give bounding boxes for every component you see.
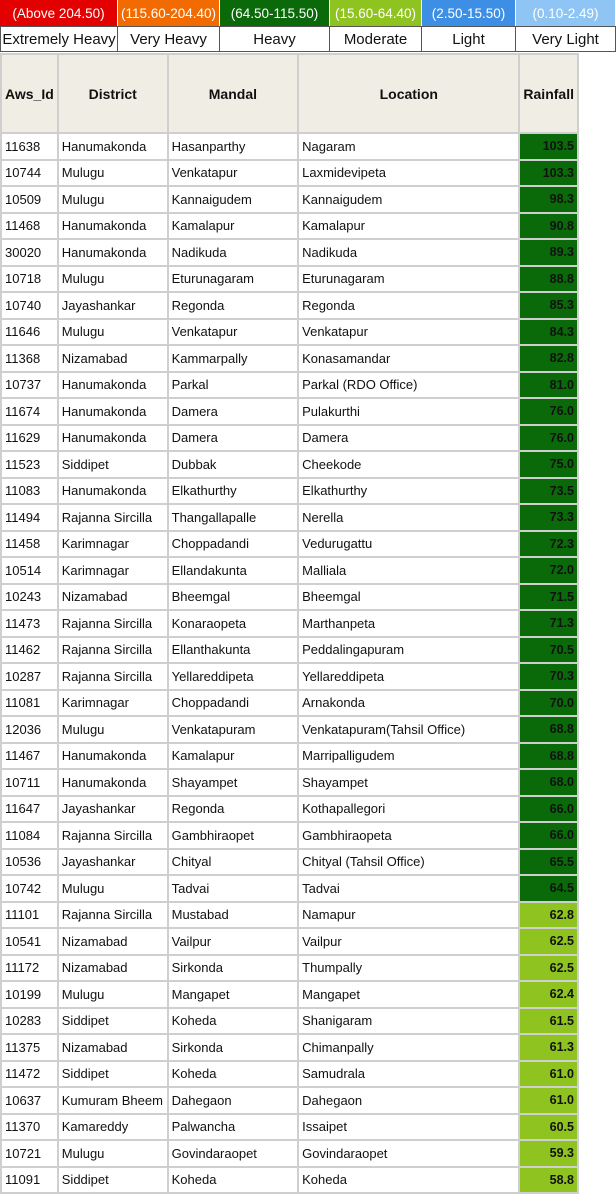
cell-rainfall: 71.3	[519, 610, 578, 637]
table-row	[1, 875, 578, 902]
cell-district: Siddipet	[58, 1008, 168, 1035]
cell-district: Siddipet	[58, 1061, 168, 1088]
cell-location: Eturunagaram	[298, 266, 519, 293]
cell-aws-id: 10536	[1, 849, 58, 876]
cell-district: Mulugu	[58, 1140, 168, 1167]
cell-location: Parkal (RDO Office)	[298, 372, 519, 399]
cell-location: Damera	[298, 425, 519, 452]
table-row	[1, 637, 578, 664]
cell-district: Karimnagar	[58, 690, 168, 717]
cell-mandal: Bheemgal	[168, 584, 299, 611]
cell-district: Nizamabad	[58, 584, 168, 611]
cell-district: Nizamabad	[58, 345, 168, 372]
cell-rainfall: 81.0	[519, 372, 578, 399]
header-aws-id: Aws_Id	[1, 54, 58, 133]
cell-rainfall: 89.3	[519, 239, 578, 266]
table-row	[1, 504, 578, 531]
cell-district: Kamareddy	[58, 1114, 168, 1141]
cell-aws-id: 10737	[1, 372, 58, 399]
cell-district: Hanumakonda	[58, 372, 168, 399]
cell-district: Mulugu	[58, 716, 168, 743]
cell-rainfall: 98.3	[519, 186, 578, 213]
cell-mandal: Damera	[168, 425, 299, 452]
cell-aws-id: 11638	[1, 133, 58, 160]
cell-aws-id: 11629	[1, 425, 58, 452]
cell-rainfall: 82.8	[519, 345, 578, 372]
cell-aws-id: 10711	[1, 769, 58, 796]
cell-location: Kannaigudem	[298, 186, 519, 213]
table-row	[1, 531, 578, 558]
legend-range-very-light: (0.10-2.49)	[516, 0, 616, 26]
cell-district: Karimnagar	[58, 531, 168, 558]
cell-mandal: Venkatapur	[168, 160, 299, 187]
cell-rainfall: 62.8	[519, 902, 578, 929]
cell-location: Nerella	[298, 504, 519, 531]
rainfall-legend	[0, 0, 599, 53]
table-row	[1, 796, 578, 823]
table-row	[1, 239, 578, 266]
cell-district: Rajanna Sircilla	[58, 504, 168, 531]
cell-mandal: Chityal	[168, 849, 299, 876]
cell-mandal: Thangallapalle	[168, 504, 299, 531]
cell-rainfall: 73.3	[519, 504, 578, 531]
cell-aws-id: 10740	[1, 292, 58, 319]
cell-district: Siddipet	[58, 1167, 168, 1194]
cell-location: Namapur	[298, 902, 519, 929]
cell-district: Nizamabad	[58, 1034, 168, 1061]
legend-range-row	[0, 0, 599, 26]
cell-aws-id: 10514	[1, 557, 58, 584]
legend-label-moderate: Moderate	[330, 26, 422, 52]
cell-location: Pulakurthi	[298, 398, 519, 425]
table-row	[1, 902, 578, 929]
cell-district: Kumuram Bheem	[58, 1087, 168, 1114]
table-row	[1, 743, 578, 770]
cell-rainfall: 61.0	[519, 1061, 578, 1088]
cell-district: Rajanna Sircilla	[58, 610, 168, 637]
cell-rainfall: 70.3	[519, 663, 578, 690]
table-row	[1, 716, 578, 743]
header-rainfall: Rainfall	[519, 54, 578, 133]
cell-mandal: Koheda	[168, 1167, 299, 1194]
table-row	[1, 478, 578, 505]
cell-aws-id: 11370	[1, 1114, 58, 1141]
cell-mandal: Regonda	[168, 292, 299, 319]
cell-location: Mangapet	[298, 981, 519, 1008]
cell-aws-id: 11368	[1, 345, 58, 372]
cell-aws-id: 11473	[1, 610, 58, 637]
cell-rainfall: 61.0	[519, 1087, 578, 1114]
cell-mandal: Parkal	[168, 372, 299, 399]
cell-rainfall: 88.8	[519, 266, 578, 293]
cell-rainfall: 68.8	[519, 716, 578, 743]
legend-range-very-heavy: (115.60-204.40)	[118, 0, 220, 26]
cell-mandal: Tadvai	[168, 875, 299, 902]
cell-aws-id: 11172	[1, 955, 58, 982]
table-row	[1, 451, 578, 478]
cell-mandal: Gambhiraopet	[168, 822, 299, 849]
cell-aws-id: 11647	[1, 796, 58, 823]
table-row	[1, 345, 578, 372]
cell-rainfall: 64.5	[519, 875, 578, 902]
cell-district: Mulugu	[58, 160, 168, 187]
header-location: Location	[298, 54, 519, 133]
cell-rainfall: 75.0	[519, 451, 578, 478]
cell-aws-id: 11462	[1, 637, 58, 664]
cell-mandal: Hasanparthy	[168, 133, 299, 160]
cell-rainfall: 66.0	[519, 822, 578, 849]
cell-rainfall: 103.3	[519, 160, 578, 187]
cell-aws-id: 11083	[1, 478, 58, 505]
cell-mandal: Regonda	[168, 796, 299, 823]
legend-label-very-heavy: Very Heavy	[118, 26, 220, 52]
legend-range-moderate: (15.60-64.40)	[330, 0, 422, 26]
cell-aws-id: 10744	[1, 160, 58, 187]
cell-district: Nizamabad	[58, 955, 168, 982]
cell-aws-id: 10243	[1, 584, 58, 611]
cell-aws-id: 10637	[1, 1087, 58, 1114]
table-row	[1, 213, 578, 240]
cell-district: Rajanna Sircilla	[58, 902, 168, 929]
cell-mandal: Sirkonda	[168, 955, 299, 982]
cell-rainfall: 72.0	[519, 557, 578, 584]
table-row	[1, 133, 578, 160]
cell-rainfall: 59.3	[519, 1140, 578, 1167]
cell-aws-id: 11467	[1, 743, 58, 770]
cell-rainfall: 70.0	[519, 690, 578, 717]
cell-location: Dahegaon	[298, 1087, 519, 1114]
cell-location: Kamalapur	[298, 213, 519, 240]
cell-aws-id: 11468	[1, 213, 58, 240]
cell-mandal: Dubbak	[168, 451, 299, 478]
cell-rainfall: 103.5	[519, 133, 578, 160]
cell-location: Yellareddipeta	[298, 663, 519, 690]
rainfall-table	[0, 53, 579, 1194]
cell-district: Hanumakonda	[58, 425, 168, 452]
table-row	[1, 1167, 578, 1194]
cell-district: Hanumakonda	[58, 239, 168, 266]
cell-location: Peddalingapuram	[298, 637, 519, 664]
legend-label-heavy: Heavy	[220, 26, 330, 52]
cell-district: Hanumakonda	[58, 769, 168, 796]
cell-district: Nizamabad	[58, 928, 168, 955]
cell-mandal: Koheda	[168, 1061, 299, 1088]
cell-location: Shanigaram	[298, 1008, 519, 1035]
table-row	[1, 955, 578, 982]
cell-rainfall: 62.5	[519, 955, 578, 982]
table-row	[1, 849, 578, 876]
legend-range-extremely-heavy: (Above 204.50)	[0, 0, 118, 26]
table-row	[1, 292, 578, 319]
table-body	[1, 133, 578, 1193]
cell-district: Hanumakonda	[58, 478, 168, 505]
cell-aws-id: 10718	[1, 266, 58, 293]
cell-rainfall: 76.0	[519, 425, 578, 452]
cell-location: Gambhiraopeta	[298, 822, 519, 849]
cell-aws-id: 11101	[1, 902, 58, 929]
table-row	[1, 928, 578, 955]
cell-rainfall: 61.3	[519, 1034, 578, 1061]
table-row	[1, 186, 578, 213]
cell-aws-id: 10541	[1, 928, 58, 955]
table-row	[1, 1087, 578, 1114]
cell-aws-id: 11081	[1, 690, 58, 717]
cell-mandal: Palwancha	[168, 1114, 299, 1141]
cell-district: Karimnagar	[58, 557, 168, 584]
cell-location: Shayampet	[298, 769, 519, 796]
table-row	[1, 822, 578, 849]
cell-mandal: Mustabad	[168, 902, 299, 929]
cell-mandal: Kannaigudem	[168, 186, 299, 213]
cell-district: Mulugu	[58, 266, 168, 293]
cell-location: Koheda	[298, 1167, 519, 1194]
cell-district: Mulugu	[58, 186, 168, 213]
cell-mandal: Yellareddipeta	[168, 663, 299, 690]
cell-district: Jayashankar	[58, 796, 168, 823]
cell-rainfall: 65.5	[519, 849, 578, 876]
legend-label-light: Light	[422, 26, 516, 52]
cell-location: Vailpur	[298, 928, 519, 955]
cell-rainfall: 60.5	[519, 1114, 578, 1141]
cell-aws-id: 11084	[1, 822, 58, 849]
cell-location: Samudrala	[298, 1061, 519, 1088]
table-row	[1, 1061, 578, 1088]
cell-mandal: Kamalapur	[168, 213, 299, 240]
cell-mandal: Choppadandi	[168, 690, 299, 717]
cell-location: Issaipet	[298, 1114, 519, 1141]
cell-district: Jayashankar	[58, 849, 168, 876]
cell-mandal: Elkathurthy	[168, 478, 299, 505]
cell-location: Venkatapuram(Tahsil Office)	[298, 716, 519, 743]
cell-district: Hanumakonda	[58, 743, 168, 770]
cell-location: Konasamandar	[298, 345, 519, 372]
cell-mandal: Eturunagaram	[168, 266, 299, 293]
cell-mandal: Vailpur	[168, 928, 299, 955]
table-row	[1, 1114, 578, 1141]
cell-rainfall: 58.8	[519, 1167, 578, 1194]
cell-location: Venkatapur	[298, 319, 519, 346]
cell-rainfall: 90.8	[519, 213, 578, 240]
cell-district: Siddipet	[58, 451, 168, 478]
table-row	[1, 372, 578, 399]
legend-label-row	[0, 26, 599, 52]
cell-rainfall: 68.8	[519, 743, 578, 770]
cell-aws-id: 30020	[1, 239, 58, 266]
table-row	[1, 1034, 578, 1061]
cell-aws-id: 11523	[1, 451, 58, 478]
table-row	[1, 1008, 578, 1035]
legend-label-very-light: Very Light	[516, 26, 616, 52]
cell-rainfall: 68.0	[519, 769, 578, 796]
header-mandal: Mandal	[168, 54, 299, 133]
cell-aws-id: 11375	[1, 1034, 58, 1061]
table-row	[1, 319, 578, 346]
cell-mandal: Kamalapur	[168, 743, 299, 770]
cell-mandal: Shayampet	[168, 769, 299, 796]
cell-district: Mulugu	[58, 875, 168, 902]
cell-mandal: Venkatapuram	[168, 716, 299, 743]
cell-rainfall: 70.5	[519, 637, 578, 664]
cell-rainfall: 84.3	[519, 319, 578, 346]
legend-label-extremely-heavy: Extremely Heavy	[0, 26, 118, 52]
cell-mandal: Konaraopeta	[168, 610, 299, 637]
cell-rainfall: 73.5	[519, 478, 578, 505]
cell-district: Rajanna Sircilla	[58, 663, 168, 690]
cell-mandal: Ellanthakunta	[168, 637, 299, 664]
table-row	[1, 981, 578, 1008]
cell-mandal: Damera	[168, 398, 299, 425]
cell-location: Marripalligudem	[298, 743, 519, 770]
cell-location: Govindaraopet	[298, 1140, 519, 1167]
cell-aws-id: 11674	[1, 398, 58, 425]
cell-location: Regonda	[298, 292, 519, 319]
table-row	[1, 398, 578, 425]
table-row	[1, 584, 578, 611]
cell-mandal: Ellandakunta	[168, 557, 299, 584]
cell-district: Mulugu	[58, 981, 168, 1008]
cell-mandal: Venkatapur	[168, 319, 299, 346]
cell-mandal: Choppadandi	[168, 531, 299, 558]
cell-rainfall: 62.4	[519, 981, 578, 1008]
cell-location: Arnakonda	[298, 690, 519, 717]
cell-aws-id: 10721	[1, 1140, 58, 1167]
cell-district: Hanumakonda	[58, 213, 168, 240]
cell-district: Mulugu	[58, 319, 168, 346]
cell-location: Laxmidevipeta	[298, 160, 519, 187]
table-row	[1, 425, 578, 452]
cell-district: Rajanna Sircilla	[58, 822, 168, 849]
table-row	[1, 160, 578, 187]
cell-aws-id: 11458	[1, 531, 58, 558]
table-row	[1, 557, 578, 584]
cell-aws-id: 10742	[1, 875, 58, 902]
cell-location: Vedurugattu	[298, 531, 519, 558]
table-row	[1, 690, 578, 717]
table-row	[1, 1140, 578, 1167]
header-district: District	[58, 54, 168, 133]
cell-location: Nagaram	[298, 133, 519, 160]
cell-aws-id: 12036	[1, 716, 58, 743]
cell-location: Elkathurthy	[298, 478, 519, 505]
cell-rainfall: 62.5	[519, 928, 578, 955]
cell-mandal: Sirkonda	[168, 1034, 299, 1061]
cell-rainfall: 61.5	[519, 1008, 578, 1035]
cell-district: Rajanna Sircilla	[58, 637, 168, 664]
cell-location: Marthanpeta	[298, 610, 519, 637]
cell-location: Kothapallegori	[298, 796, 519, 823]
cell-mandal: Mangapet	[168, 981, 299, 1008]
cell-mandal: Kammarpally	[168, 345, 299, 372]
legend-range-heavy: (64.50-115.50)	[220, 0, 330, 26]
table-row	[1, 610, 578, 637]
table-row	[1, 663, 578, 690]
cell-rainfall: 71.5	[519, 584, 578, 611]
cell-location: Tadvai	[298, 875, 519, 902]
cell-rainfall: 76.0	[519, 398, 578, 425]
cell-district: Hanumakonda	[58, 398, 168, 425]
cell-district: Jayashankar	[58, 292, 168, 319]
table-row	[1, 266, 578, 293]
cell-district: Hanumakonda	[58, 133, 168, 160]
legend-range-light: (2.50-15.50)	[422, 0, 516, 26]
cell-location: Chityal (Tahsil Office)	[298, 849, 519, 876]
cell-location: Malliala	[298, 557, 519, 584]
cell-location: Thumpally	[298, 955, 519, 982]
cell-aws-id: 11646	[1, 319, 58, 346]
cell-location: Bheemgal	[298, 584, 519, 611]
cell-mandal: Dahegaon	[168, 1087, 299, 1114]
cell-location: Chimanpally	[298, 1034, 519, 1061]
table-header-row	[1, 54, 578, 133]
cell-rainfall: 85.3	[519, 292, 578, 319]
table-row	[1, 769, 578, 796]
cell-aws-id: 11494	[1, 504, 58, 531]
cell-location: Nadikuda	[298, 239, 519, 266]
cell-rainfall: 66.0	[519, 796, 578, 823]
cell-mandal: Govindaraopet	[168, 1140, 299, 1167]
cell-mandal: Koheda	[168, 1008, 299, 1035]
cell-aws-id: 10509	[1, 186, 58, 213]
cell-aws-id: 10283	[1, 1008, 58, 1035]
cell-aws-id: 10287	[1, 663, 58, 690]
cell-rainfall: 72.3	[519, 531, 578, 558]
cell-mandal: Nadikuda	[168, 239, 299, 266]
cell-location: Cheekode	[298, 451, 519, 478]
cell-aws-id: 11091	[1, 1167, 58, 1194]
cell-aws-id: 11472	[1, 1061, 58, 1088]
cell-aws-id: 10199	[1, 981, 58, 1008]
